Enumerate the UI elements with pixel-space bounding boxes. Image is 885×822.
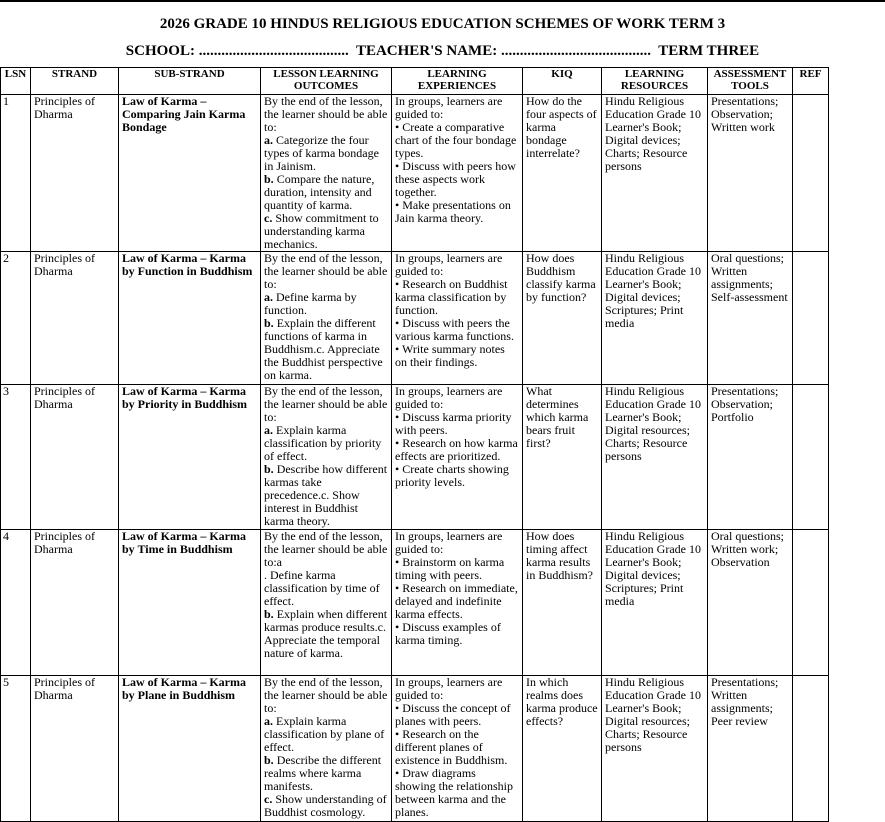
strand-cell: Principles of Dharma — [31, 252, 119, 385]
outcomes-line: By the end of the lesson, the learner should be able to:a — [264, 529, 388, 569]
experiences-cell — [392, 530, 523, 676]
assessment-cell: Presentations; Observation; Portfolio — [708, 385, 793, 530]
outcomes-line: a. Explain karma classification by priority of effect. — [264, 423, 382, 463]
lesson-number-cell: 5 — [1, 676, 31, 822]
table-row — [1, 385, 829, 530]
table-row — [1, 530, 829, 676]
experiences-line: In groups, learners are guided to: — [395, 675, 503, 702]
outcomes-cell — [261, 530, 392, 676]
strand-cell: Principles of Dharma — [31, 676, 119, 822]
experiences-line: • Draw diagrams showing the relationship between karma and the planes. — [395, 766, 513, 819]
schemes-of-work-table — [0, 67, 829, 822]
table-row — [1, 252, 829, 385]
experiences-cell — [392, 385, 523, 530]
document-title: 2026 GRADE 10 HINDUS RELIGIOUS EDUCATION SCHEMES OF WORK TERM 3 — [159, 16, 726, 32]
col-header-resources: LEARNING RESOURCES — [602, 68, 708, 95]
col-header-kiq: KIQ — [523, 68, 602, 95]
outcomes-line: By the end of the lesson, the learner should be able to: — [264, 94, 388, 134]
experiences-line: • Discuss examples of karma timing. — [395, 620, 501, 647]
experiences-cell — [392, 676, 523, 822]
outcomes-line: b. Explain when different karmas produce results.c. Appreciate the temporal nature of karma. — [264, 607, 388, 660]
experiences-line: • Brainstorm on karma timing with peers. — [395, 555, 505, 582]
experiences-line: In groups, learners are guided to: — [395, 384, 503, 411]
outcomes-line: By the end of the lesson, the learner should be able to: — [264, 251, 388, 291]
outcomes-line: c. Show commitment to understanding karma mechanics. — [264, 211, 379, 251]
outcomes-line: b. Explain the different functions of karma in Buddhism.c. Appreciate the Buddhist perspective on karma. — [264, 316, 383, 382]
outcomes-cell — [261, 252, 392, 385]
kiq-cell: How do the four aspects of karma bondage interrelate? — [523, 95, 602, 252]
sub-strand-cell: Law of Karma – Karma by Function in Buddhism — [119, 252, 261, 385]
experiences-line: • Create charts showing priority levels. — [395, 462, 509, 489]
outcomes-cell — [261, 676, 392, 822]
experiences-line: • Write summary notes on their findings. — [395, 342, 505, 369]
resources-cell: Hindu Religious Education Grade 10 Learner's Book; Digital resources; Charts; Resource persons — [602, 385, 708, 530]
experiences-line: • Discuss the concept of planes with peers. — [395, 701, 511, 728]
experiences-line: In groups, learners are guided to: — [395, 251, 503, 278]
strand-cell: Principles of Dharma — [31, 95, 119, 252]
col-header-sub-strand: SUB-STRAND — [119, 68, 261, 95]
col-header-experiences: LEARNING EXPERIENCES — [392, 68, 523, 95]
ref-cell — [793, 530, 829, 676]
experiences-line: In groups, learners are guided to: — [395, 94, 503, 121]
outcomes-cell — [261, 385, 392, 530]
kiq-cell: In which realms does karma produce effects? — [523, 676, 602, 822]
experiences-cell — [392, 95, 523, 252]
experiences-line: • Research on how karma effects are prioritized. — [395, 436, 518, 463]
kiq-cell: What determines which karma bears fruit first? — [523, 385, 602, 530]
col-header-ref: REF — [793, 68, 829, 95]
table-row — [1, 95, 829, 252]
outcomes-line: b. Describe how different karmas take precedence.c. Show interest in Buddhist karma theory. — [264, 462, 388, 528]
experiences-line: • Research on immediate, delayed and indefinite karma effects. — [395, 581, 518, 621]
lesson-number-cell: 1 — [1, 95, 31, 252]
outcomes-line: b. Describe the different realms where karma manifests. — [264, 753, 382, 793]
lesson-number-cell: 4 — [1, 530, 31, 676]
strand-cell: Principles of Dharma — [31, 385, 119, 530]
assessment-cell: Oral questions; Written assignments; Self-assessment — [708, 252, 793, 385]
ref-cell — [793, 252, 829, 385]
resources-cell: Hindu Religious Education Grade 10 Learner's Book; Digital devices; Scriptures; Print media — [602, 252, 708, 385]
outcomes-cell — [261, 95, 392, 252]
experiences-line: In groups, learners are guided to: — [395, 529, 503, 556]
kiq-cell: How does timing affect karma results in Buddhism? — [523, 530, 602, 676]
sub-strand-cell: Law of Karma – Comparing Jain Karma Bondage — [119, 95, 261, 252]
lesson-number-cell: 2 — [1, 252, 31, 385]
experiences-cell — [392, 252, 523, 385]
assessment-cell: Oral questions; Written work; Observation — [708, 530, 793, 676]
outcomes-line: a. Categorize the four types of karma bondage in Jainism. — [264, 133, 379, 173]
school-teacher-line: SCHOOL: ........................................ TEACHER'S NAME: ........................................ TERM THREE — [125, 43, 760, 59]
strand-cell: Principles of Dharma — [31, 530, 119, 676]
experiences-line: • Create a comparative chart of the four bondage types. — [395, 120, 517, 160]
resources-cell: Hindu Religious Education Grade 10 Learner's Book; Digital devices; Scriptures; Print media — [602, 530, 708, 676]
lesson-number-cell: 3 — [1, 385, 31, 530]
sub-strand-cell: Law of Karma – Karma by Priority in Buddhism — [119, 385, 261, 530]
outcomes-line: By the end of the lesson, the learner should be able to: — [264, 675, 388, 715]
col-header-assessment: ASSESSMENT TOOLS — [708, 68, 793, 95]
ref-cell — [793, 385, 829, 530]
top-rule — [0, 0, 885, 2]
experiences-line: • Make presentations on Jain karma theory. — [395, 198, 511, 225]
kiq-cell: How does Buddhism classify karma by function? — [523, 252, 602, 385]
experiences-line: • Research on the different planes of existence in Buddhism. — [395, 727, 508, 767]
resources-cell: Hindu Religious Education Grade 10 Learner's Book; Digital resources; Charts; Resource persons — [602, 676, 708, 822]
col-header-outcomes: LESSON LEARNING OUTCOMES — [261, 68, 392, 95]
assessment-cell: Presentations; Written assignments; Peer review — [708, 676, 793, 822]
assessment-cell: Presentations; Observation; Written work — [708, 95, 793, 252]
outcomes-line: c. Show understanding of Buddhist cosmology. — [264, 792, 387, 819]
experiences-line: • Discuss with peers the various karma functions. — [395, 316, 514, 343]
table-header-row — [1, 68, 829, 95]
outcomes-line: . Define karma classification by time of effect. — [264, 568, 380, 608]
experiences-line: • Research on Buddhist karma classification by function. — [395, 277, 508, 317]
col-header-lsn: LSN — [1, 68, 31, 95]
experiences-line: • Discuss with peers how these aspects work together. — [395, 159, 516, 199]
experiences-line: • Discuss karma priority with peers. — [395, 410, 512, 437]
outcomes-line: a. Explain karma classification by plane of effect. — [264, 714, 385, 754]
ref-cell — [793, 676, 829, 822]
sub-strand-cell: Law of Karma – Karma by Plane in Buddhism — [119, 676, 261, 822]
outcomes-line: b. Compare the nature, duration, intensity and quantity of karma. — [264, 172, 375, 212]
outcomes-line: a. Define karma by function. — [264, 290, 357, 317]
sub-strand-cell: Law of Karma – Karma by Time in Buddhism — [119, 530, 261, 676]
table-row — [1, 676, 829, 822]
col-header-strand: STRAND — [31, 68, 119, 95]
resources-cell: Hindu Religious Education Grade 10 Learner's Book; Digital devices; Charts; Resource persons — [602, 95, 708, 252]
outcomes-line: By the end of the lesson, the learner should be able to: — [264, 384, 388, 424]
ref-cell — [793, 95, 829, 252]
